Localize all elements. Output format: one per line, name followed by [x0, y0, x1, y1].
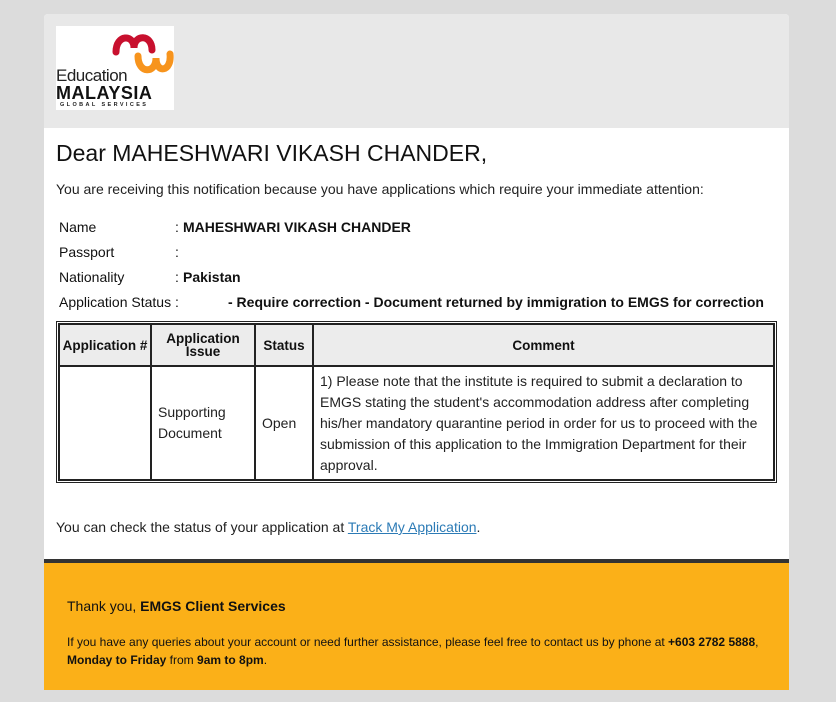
column-header-application: Application #	[59, 324, 151, 366]
info-colon: :	[175, 219, 179, 235]
logo-text-malaysia: MALAYSIA	[56, 83, 153, 103]
column-header-issue: Application Issue	[151, 324, 255, 366]
info-row-application-status	[56, 294, 777, 319]
email-card	[44, 14, 789, 690]
email-body	[44, 140, 789, 319]
info-row-name	[56, 219, 777, 244]
logo-text-global-services: GLOBAL SERVICES	[60, 102, 149, 108]
email-footer	[44, 559, 789, 690]
table-header-row	[59, 324, 774, 366]
email-header	[44, 14, 789, 128]
info-colon: :	[175, 294, 179, 310]
info-row-passport	[56, 244, 777, 269]
contact-text: If you have any queries about your account or need further assistance, please feel free to contact us by phone at	[67, 635, 669, 649]
notice-text: You are receiving this notification because you have applications which require your immediate attention:	[56, 181, 704, 197]
cell-application	[59, 366, 151, 480]
info-colon: :	[175, 244, 179, 260]
table-row	[59, 366, 774, 480]
contact-text: from	[166, 653, 198, 667]
info-colon: :	[175, 269, 179, 285]
contact-info	[67, 633, 777, 669]
track-suffix: .	[476, 519, 481, 535]
track-status-line	[56, 519, 480, 535]
info-value: - Require correction - Document returned by immigration to EMGS for correction	[228, 294, 764, 310]
info-label: Nationality	[59, 269, 125, 285]
info-value: Pakistan	[183, 269, 241, 285]
cell-comment: 1) Please note that the institute is required to submit a declaration to EMGS stating the student's accommodation address after completing his/her mandatory quarantine period in order for us to proceed with the submission of this application to the Immigration Department for their approval.	[313, 366, 774, 480]
logo-text-education: Education	[56, 66, 128, 85]
column-header-status: Status	[255, 324, 313, 366]
applications-table	[56, 321, 777, 483]
emgs-logo	[56, 26, 174, 110]
track-my-application-link[interactable]: Track My Application	[347, 519, 477, 535]
greeting: Dear MAHESHWARI VIKASH CHANDER,	[56, 140, 488, 166]
thanks-prefix: Thank you,	[67, 598, 141, 614]
applicant-info	[56, 219, 777, 319]
track-prefix: You can check the status of your application at	[56, 519, 348, 535]
column-header-comment: Comment	[313, 324, 774, 366]
info-label: Application Status	[59, 294, 172, 310]
cell-status: Open	[255, 366, 313, 480]
signature: EMGS Client Services	[140, 598, 286, 614]
info-value: MAHESHWARI VIKASH CHANDER	[183, 219, 411, 235]
info-row-nationality	[56, 269, 777, 294]
office-days: Monday to Friday	[67, 653, 167, 667]
contact-text: ,	[755, 635, 759, 649]
contact-text: .	[263, 653, 268, 667]
cell-issue: Supporting Document	[151, 366, 255, 480]
info-label: Passport	[59, 244, 115, 260]
info-label: Name	[59, 219, 97, 235]
office-hours: 9am to 8pm	[197, 653, 264, 667]
thanks-line	[67, 598, 286, 614]
phone-number: +603 2782 5888	[668, 635, 756, 649]
